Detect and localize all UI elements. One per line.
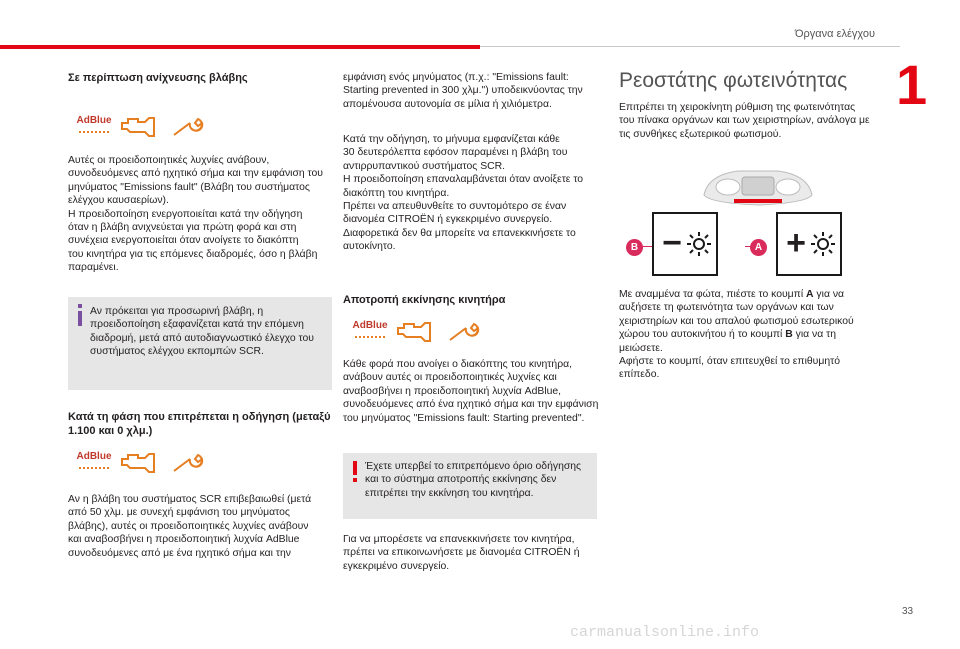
badge-a: A: [750, 239, 767, 256]
info-icon: [75, 304, 85, 326]
callout-line-b: [642, 246, 652, 247]
adblue-flashing-icon: AdBlue: [346, 320, 394, 338]
header-rule: [480, 46, 900, 47]
header-red-bar: [0, 45, 480, 49]
heading-fault-detected: Σε περίπτωση ανίχνευσης βλάβης: [68, 72, 248, 84]
page-number: 33: [902, 606, 914, 617]
usage-text-2: για να αυξήσετε τη φωτεινότητα των οργάνων και των χειριστηρίων και του απαλού φωτισμού εσωτερικού χώρου του αυτοκινήτου ή το κουμπί: [619, 289, 854, 341]
paragraph-message-display: εμφάνιση ενός μηνύματος (π.χ.: "Emissions fault: Starting prevented in 300 χλμ.") υποδεικνύοντας την απομένουσα αυτονομία σε μίλια ή χιλιόμετρα.: [343, 72, 583, 110]
info-box: [68, 297, 332, 390]
wrench-icon: [446, 320, 482, 344]
warning-lamps-row-2: [70, 449, 220, 479]
adblue-icon: AdBlue: [70, 115, 118, 133]
warning-box: [343, 453, 597, 519]
section-name: Όργανα ελέγχου: [795, 28, 875, 40]
minus-label: −: [662, 224, 682, 262]
engine-icon: [118, 449, 158, 477]
chapter-number: 1: [896, 53, 928, 116]
warning-lamps-row-3: [346, 318, 496, 348]
paragraph-rheostat-usage: [619, 288, 889, 382]
callout-line-a: [745, 246, 751, 247]
paragraph-scr-confirmed: Αν η βλάβη του συστήματος SCR επιβεβαιωθεί (μετά από 50 χλμ. με συνεχή εμφάνιση του μηνύματος βλάβης), αυτές οι προειδοποιητικές λυχνίες ανάβουν και αναβοσβήνει η προειδοποιητική λυχνία AdBlue συνοδευόμενες από με ένα ηχητικό σήμα και την: [68, 494, 312, 559]
paragraph-fault-description: Αυτές οι προειδοποιητικές λυχνίες ανάβουν, συνοδευόμενες από ηχητικό σήμα και την εμφάνιση του μηνύματος "Emissions fault" (Βλάβη του συστήματος ελέγχου καυσαερίων). Η προειδοποίηση ενεργοποιείται κατά την οδήγηση όταν η βλάβη ανιχνεύεται για πρώτη φορά και στη συνέχεια ενεργοποιείται όταν ανοίγετε το διακόπτη του κινητήρα για τις επόμενες διαδρομές, όσο η βλάβη παραμένει.: [68, 155, 323, 274]
brightness-icon: [810, 231, 836, 257]
heading-driving-allowed: Κατά τη φάση που επιτρέπεται η οδήγηση (μεταξύ 1.100 και 0 χλμ.): [68, 411, 331, 437]
adblue-flashing-icon: AdBlue: [70, 451, 118, 469]
warning-text: Έχετε υπερβεί το επιτρεπόμενο όριο οδήγησης και το σύστημα αποτροπής εκκίνησης δεν επιτρέπει την εκκίνηση του κινητήρα.: [365, 461, 582, 499]
warning-exclamation-icon: [351, 461, 359, 483]
section-title: Ρεοστάτης φωτεινότητας: [619, 69, 848, 92]
engine-icon: [394, 318, 434, 346]
heading-start-prevention: Αποτροπή εκκίνησης κινητήρα: [343, 294, 506, 306]
key-a: A: [806, 289, 814, 300]
button-b-decrease[interactable]: [652, 212, 718, 276]
warning-lamps-row-1: [70, 113, 220, 143]
dashboard-illustration: [698, 165, 818, 209]
usage-text-3: για να τη μειώσετε. Αφήστε το κουμπί, όταν επιτευχθεί το επιθυμητό επίπεδο.: [619, 329, 840, 381]
badge-b: B: [626, 239, 643, 256]
paragraph-restart-contact: Για να μπορέσετε να επανεκκινήσετε τον κινητήρα, πρέπει να επικοινωνήσετε με διανομέα CITROËN ή εγκεκριμένο συνεργείο.: [343, 534, 580, 572]
button-a-increase[interactable]: [776, 212, 842, 276]
wrench-icon: [170, 451, 206, 475]
info-text: Αν πρόκειται για προσωρινή βλάβη, η προειδοποίηση εξαφανίζεται κατά την επόμενη διαδρομή, μετά από αυτοδιαγνωστικό έλεγχο του συστήματος ελέγχου εκπομπών SCR.: [90, 306, 314, 358]
key-b: B: [785, 329, 793, 341]
paragraph-while-driving: Κατά την οδήγηση, το μήνυμα εμφανίζεται κάθε 30 δευτερόλεπτα εφόσον παραμένει η βλάβη του αντιρρυπαντικού συστήματος SCR. Η προειδοποίηση επαναλαμβάνεται όταν ανοίξετε το διακόπτη του κινητήρα. Πρέπει να απευθυνθείτε το συντομότερο σε έναν διανομέα CITROËN ή εγκεκριμένο συνεργείο. Διαφορετικά δεν θα μπορείτε να επανεκκινήσετε το αυτοκίνητο.: [343, 134, 584, 253]
watermark: carmanualsonline.info: [570, 624, 760, 641]
paragraph-ignition-on: Κάθε φορά που ανοίγει ο διακόπτης του κινητήρα, ανάβουν αυτές οι προειδοποιητικές λυχνίες και αναβοσβήνει η προειδοποιητική λυχνία AdBlue, συνοδευόμενες από ένα ηχητικό σήμα και την εμφάνιση του μηνύματος "Emissions fault: Starting prevented".: [343, 359, 599, 424]
wrench-icon: [170, 115, 206, 139]
plus-label: +: [786, 224, 806, 262]
engine-icon: [118, 113, 158, 141]
brightness-icon: [686, 231, 712, 257]
usage-text-1: Με αναμμένα τα φώτα, πιέστε το κουμπί: [619, 289, 807, 300]
paragraph-rheostat-intro: Επιτρέπει τη χειροκίνητη ρύθμιση της φωτεινότητας του πίνακα οργάνων και των χειριστηρίων, ανάλογα με τις συνθήκες εξωτερικού φωτισμού.: [619, 102, 870, 140]
